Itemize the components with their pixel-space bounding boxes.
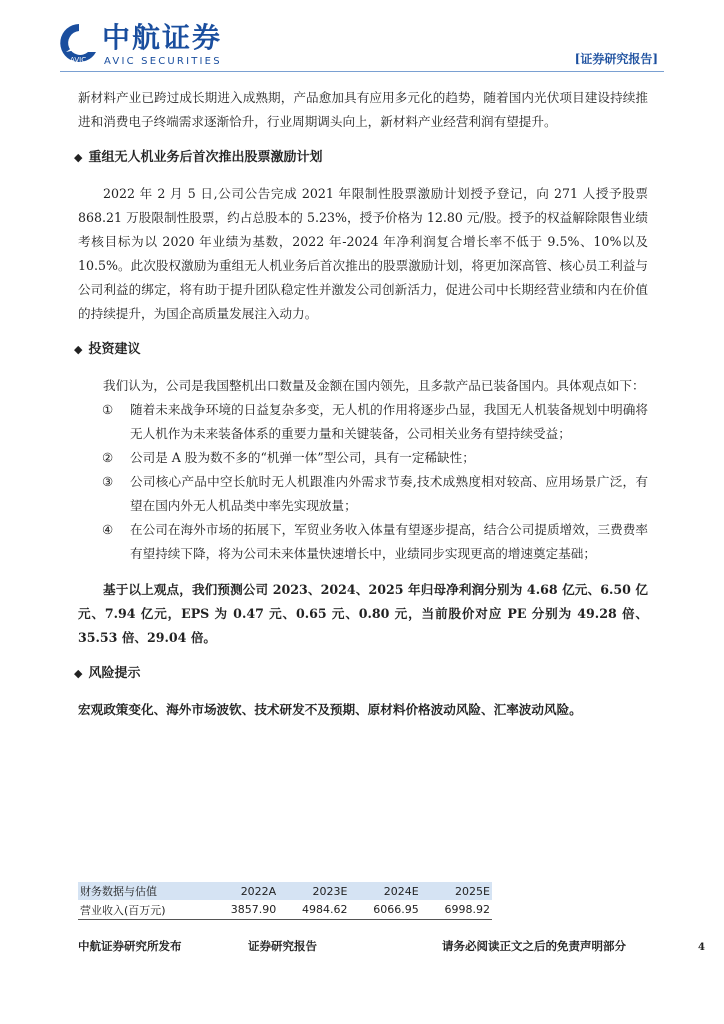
footer-publisher: 中航证券研究所发布 xyxy=(78,939,182,953)
section-title: 投资建议 xyxy=(88,342,141,357)
financial-data-table xyxy=(78,882,492,920)
logo-badge-text: AVIC xyxy=(70,56,87,64)
table-cell: 4984.62 xyxy=(278,900,349,920)
document-body xyxy=(74,86,648,722)
company-logo xyxy=(58,20,258,72)
incentive-paragraph: 2022 年 2 月 5 日,公司公告完成 2021 年限制性股票激励计划授予登记，向 271 人授予股票 868.21 万股限制性股票，约占总股本的 5.23%，授予价格为 12.80 元/股。授予的权益解除限售业绩考核目标为以 2020 年业绩为基数，2022 年-2024 年净利润复合增长率不低于 9.5%、10%以及 10.5%。此次股权激励为重组无人机业务后首次推出的股票激励计划，将更加深高管、核心员工利益与公司利益的绑定，将有助于提升团队稳定性并激发公司创新活力，促进公司中长期经营业绩和内在价值的持续提升，为国企高质量发展注入动力。 xyxy=(78,186,648,321)
forecast-paragraph: 基于以上观点，我们预测公司 2023、2024、2025 年归母净利润分别为 4.68 亿元、6.50 亿元、7.94 亿元，EPS 为 0.47 元、0.65 元、0.80 元，当前股价对应 PE 分别为 49.28 倍、35.53 倍、29.04 倍。 xyxy=(78,582,648,645)
spacer xyxy=(78,566,648,578)
table-cell: 6998.92 xyxy=(421,900,492,920)
list-item xyxy=(78,446,648,470)
section-title: 重组无人机业务后首次推出股票激励计划 xyxy=(88,150,323,165)
logo-english-name: AVIC SECURITIES xyxy=(104,56,222,67)
investment-intro: 我们认为，公司是我国整机出口数量及金额在国内领先，且多款产品已装备国内。具体观点如下： xyxy=(103,378,645,393)
risk-paragraph: 宏观政策变化、海外市场波钦、技术研发不及预期、原材料价格波动风险、汇率波动风险。 xyxy=(78,702,582,717)
point-number: ② xyxy=(102,450,114,465)
footer-disclaimer-note: 请务必阅读正文之后的免责声明部分 xyxy=(442,939,626,953)
section-heading-risk xyxy=(74,662,648,686)
header-divider xyxy=(60,71,664,72)
section-title: 风险提示 xyxy=(88,666,141,681)
table-row xyxy=(78,900,492,920)
section-heading-incentive xyxy=(74,146,648,170)
point-text: 公司是 A 股为数不多的“机弹一体”型公司，具有一定稀缺性； xyxy=(130,450,475,465)
table-header-row xyxy=(78,882,492,900)
table-header-cell: 2023E xyxy=(278,882,349,900)
footer-report-type: 证券研究报告 xyxy=(248,939,317,953)
point-number: ① xyxy=(102,402,114,417)
point-number: ④ xyxy=(102,522,114,537)
diamond-bullet-icon: ◆ xyxy=(74,151,83,164)
point-text: 公司核心产品中空长航时无人机跟准内外需求节奏,技术成熟度相对较高、应用场景广泛，有望在国内外无人机品类中率先实现放量； xyxy=(130,474,648,513)
point-number: ③ xyxy=(102,474,114,489)
page-number: 4 xyxy=(698,942,705,953)
page-header xyxy=(0,0,724,80)
plane-logo-icon xyxy=(58,22,100,68)
table-header-cell: 2024E xyxy=(349,882,420,900)
page-footer xyxy=(78,938,668,958)
table-cell: 营业收入(百万元) xyxy=(78,900,207,920)
table-header-cell: 2025E xyxy=(421,882,492,900)
table-cell: 3857.90 xyxy=(207,900,278,920)
list-item xyxy=(78,470,648,518)
table-header-cell: 财务数据与估值 xyxy=(78,882,207,900)
table-cell: 6066.95 xyxy=(349,900,420,920)
intro-paragraph: 新材料产业已跨过成长期进入成熟期，产品愈加具有应用多元化的趋势，随着国内光伏项目建设持续推进和消费电子终端需求逐渐恰升，行业周期调头向上，新材料产业经营利润有望提升。 xyxy=(78,90,648,129)
report-type-tag: [证券研究报告] xyxy=(574,52,658,66)
section-heading-investment xyxy=(74,338,648,362)
list-item xyxy=(78,518,648,566)
logo-chinese-name: 中航证券 xyxy=(102,21,223,54)
diamond-bullet-icon: ◆ xyxy=(74,667,83,680)
diamond-bullet-icon: ◆ xyxy=(74,343,83,356)
investment-points-list xyxy=(78,398,648,566)
point-text: 随着未来战争环境的日益复杂多变，无人机的作用将逐步凸显，我国无人机装备规划中明确将无人机作为未来装备体系的重要力量和关键装备，公司相关业务有望持续受益； xyxy=(130,402,648,441)
point-text: 在公司在海外市场的拓展下，军贸业务收入体量有望逐步提高，结合公司提质增效，三费费率有望持续下降，将为公司未来体量快速增长中，业绩同步实现更高的增速奠定基础； xyxy=(130,522,648,561)
list-item xyxy=(78,398,648,446)
table-header-cell: 2022A xyxy=(207,882,278,900)
